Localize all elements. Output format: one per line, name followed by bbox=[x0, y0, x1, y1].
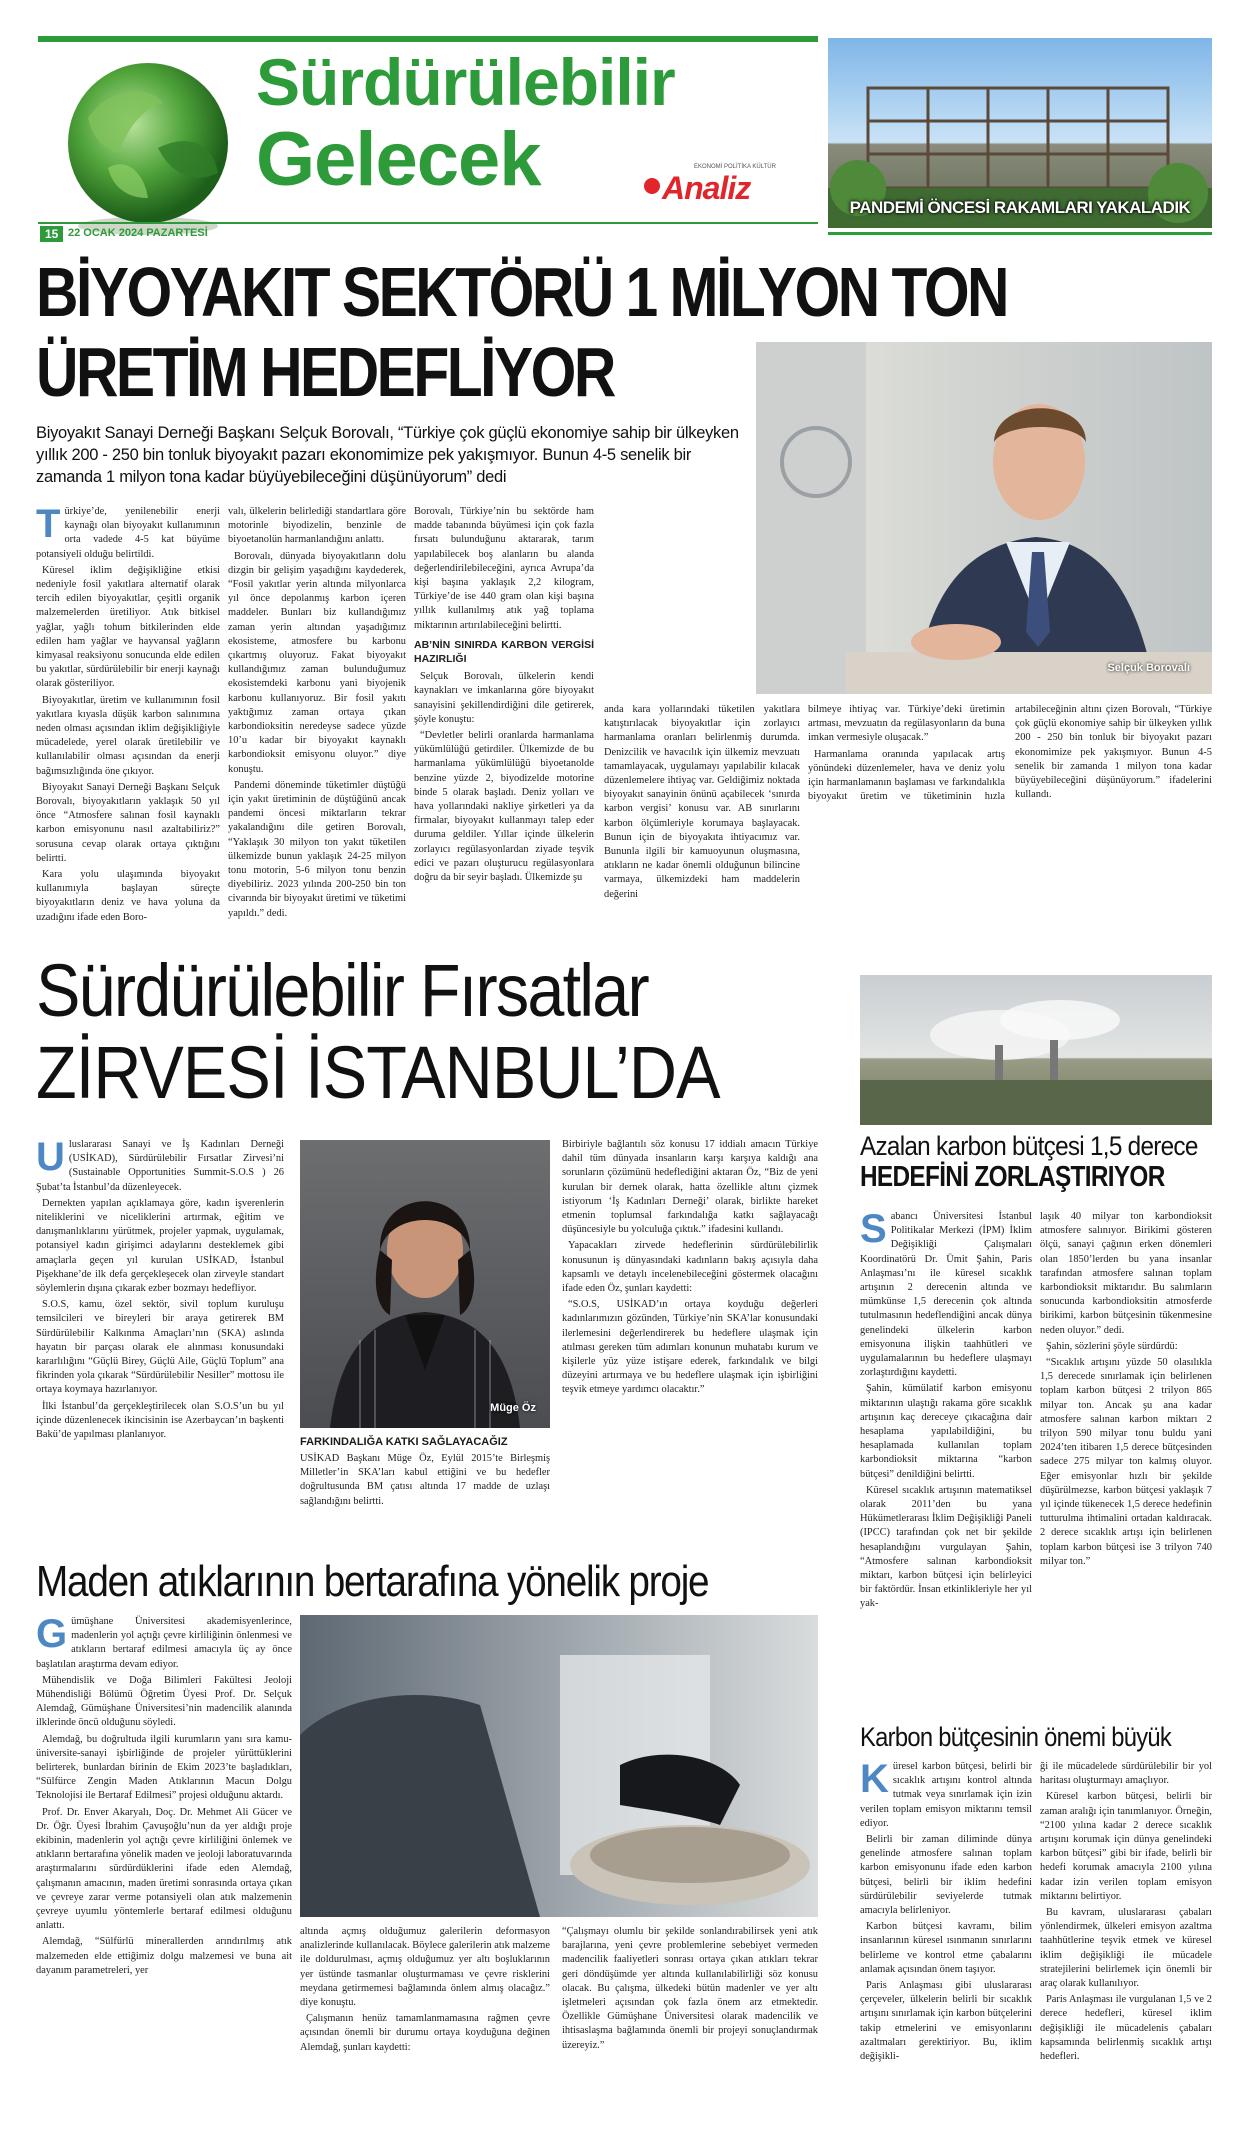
dateline-rule bbox=[38, 222, 818, 224]
story1-paragraph: Kara yolu ulaşımında biyoyakıt kullanımıyla başlayan süreçte biyoyakıtların deniz ve hava yoluna da uzadığını ifade eden Boro- bbox=[36, 869, 220, 923]
portrait-graphic bbox=[300, 1140, 550, 1428]
story3-paragraph: Küresel sıcaklık artışının matematiksel olarak 2011’den bu yana Hükümetlerarası İklim Değişikliği Paneli (IPCC) tarafından çok net bir şekilde hesaplandığını vurgulayan Şahin, “Atmosfere salınan karbondioksit miktarı, karbon bütçesi için belirleyici bir faktördür. İnsan etkinlikleriyle her yıl yak- bbox=[860, 1484, 1032, 1610]
portrait-graphic bbox=[756, 342, 1212, 694]
story4-column-1 bbox=[36, 1615, 292, 2105]
story4-paragraph: altında açmış olduğumuz galerilerin deformasyon analizlerinde kullanılacak. Böylece galerilerin atık malzeme ile doldurulması, açmış olduğumuz yer altı boşluklarının yer üstünde tasmanlar oluşturmaması ve çevre risklerini meydana getirmemesi bağlamında önlem almış olacağız.” diye konuştu. bbox=[300, 1926, 550, 2009]
story3-paragraph: Şahin, sözlerini şöyle sürdürdü: bbox=[1046, 1340, 1178, 1352]
brand-mark-icon bbox=[644, 178, 660, 194]
story5-column-2 bbox=[1040, 1760, 1212, 2105]
story2-paragraph: Birbiriyle bağlantılı söz konusu 17 iddialı amacın Türkiye dahil tüm dünyada insanların karşı karşıya kaldığı ana sorunların çözümünü hedeflediğini aktaran Öz, “Biz de yeni kurulan bir dernek olarak, hatta özellikle altını çizmek istiyorum ‘İş Kadınları Derneği’ olarak, birlikte hareket etmenin toplumsal farkındalığa katkı sağlayacağı düşüncesiyle bu yolculuğa çıktık.” ifadesini kullandı. bbox=[562, 1139, 818, 1236]
story2-headline-line1: Sürdürülebilir Fırsatlar bbox=[36, 949, 648, 1032]
story1-paragraph: Borovalı, Türkiye’nin bu sektörde ham madde tabanında büyümesi için çok fazla fırsatı bulunduğunu aktararak, tarım yapılabilecek boş alanların bu alanda değerlendirilebileceğini, ayrıca Avrupa’da kişi başına yaklaşık 2,2 kilogram, Türkiye’de ise 440 gram olan kişi başına yıllık kullanılmış atık yağ toplama miktarının artırılabileceğini belirtti. bbox=[414, 506, 594, 631]
story1-paragraph: Borovalı, dünyada biyoyakıtların dolu dizgin bir gelişim yaşadığını kaydederek, “Fosil yakıtlar yerin altında milyonlarca yıl önce depolanmış karbon içeren maddeler. Bunları biz kullandığımız zaman yerin altından yaşadığımız ekosisteme, atmosfere bu karbonu çıkartmış oluyoruz. Fakat biyoyakıt kullandığımız zaman bulunduğumuz ekosistemdeki karbonu yani biyojenik karbonu kullanıyoruz. Bir fosil yakıtı yaktığımız zaman ortaya çıkan karbondioksitin neredeyse sadece yüzde 10’u kadar bir biyoyakıt kaynaklı karbondioksit emisyonu oluyor.” diye konuştu. bbox=[228, 550, 406, 775]
story1-photo-caption: Selçuk Borovalı bbox=[1107, 662, 1190, 674]
story1-column-1 bbox=[36, 505, 220, 937]
story2-photo-caption: Müge Öz bbox=[490, 1402, 536, 1414]
story5-paragraph: Paris Anlaşması ile vurgulanan 1,5 ve 2 derece hedefleri, küresel iklim değişikliği ile mücadelenis çabaları kapsamında belirlenmiş sıcaklık artışı hedefleri. bbox=[1040, 1994, 1212, 2063]
story1-paragraph: ürkiye’de, yenilenebilir enerji kaynağı olan biyoyakıt kullanımının orta vadede 4-5 kat büyüme potansiyeli olduğu belirtildi. bbox=[36, 506, 220, 560]
story1-paragraph: Pandemi döneminde tüketimler düştüğü için yakıt üretiminin de düştüğünü ancak pandemi öncesi miktarların tekrar yakalandığını dile getiren Borovalı, “Yaklaşık 30 milyon ton yakıt tüketilen ülkemizde bunun yaklaşık 24-25 milyon tonu motorin, 5-6 milyon tonu benzin diyebiliriz. 2023 yılında 200-250 bin ton civarında bir biyoyakıt üretimi ve tüketimi yapıldı.” dedi. bbox=[228, 779, 406, 919]
story3-paragraph: laşık 40 milyar ton karbondioksit atmosfere salınıyor. Birikimi gösteren ölçü, sanayi çağının erken dönemleri olan 1850’lerden bu yana insanlar tarafından atmosfere salınan toplam karbondioksit miktarıdır. Bu salımların sonucunda karbondioksitin atmosferde birikimi, karbon bütçesinin tükenmesine neden oluyor.” dedi. bbox=[1040, 1211, 1212, 1336]
story4-paragraph: Mühendislik ve Doğa Bilimleri Fakültesi Jeoloji Mühendisliği Bölümü Öğretim Üyesi Prof. Dr. Selçuk Alemdağ, Gümüşhane Üniversitesi’nin madencilik alanında ilklerinde öncü olduğunu söyledi. bbox=[36, 1674, 292, 1729]
story2-column-2 bbox=[300, 1452, 550, 1542]
promo-banner: PANDEMİ ÖNCESİ RAKAMLARI YAKALADIK bbox=[849, 198, 1191, 217]
story5-paragraph: üresel karbon bütçesi, belirli bir sıcaklık artışını kontrol altında tutmak veya sınırlamak için izin verilen toplam emisyon miktarını temsil ediyor. bbox=[860, 1761, 1032, 1829]
brand-logo bbox=[636, 164, 821, 214]
story1-paragraph: “Devletler belirli oranlarda harmanlama yükümlülüğü getirdiler. Ülkemizde de bu harmanlama yükümlülüğü biyoetanolde benzine yüzde 2, biyodizelde motorine binde 5 olarak başladı. Deniz yolları ve hava yollarındaki nakliye şirketleri ya da firmalar, biyoyakıt kullanmayı talep eder duruma geldiler. Yıllar içinde ülkelerin zorlayıcı regülasyonlardan ziyade teşvik edici ve pazarı oluşturucu regülasyonlara doğru da bir seyir başladı. Ülkemizde şu bbox=[414, 730, 594, 884]
story3-photo bbox=[860, 975, 1212, 1125]
story3-headline: Azalan karbon bütçesi 1,5 derece bbox=[860, 1131, 1198, 1161]
story4-headline: Maden atıklarının bertarafına yönelik proje bbox=[36, 1557, 709, 1606]
story3-paragraph: “Sıcaklık artışını yüzde 50 olasılıkla 1,5 derecede sınırlamak için belirlenen toplam karbon bütçesi 2 trilyon 865 milyar ton. Ancak şu ana kadar atmosfere salınan karbon miktarı 2 trilyon 590 milyar tonu buldu yani 2024’ten itibaren 1,5 derece bütçesinden sadece 275 milyar ton kalmış oluyor. Eğer emisyonlar hızlı bir şekilde düşürülmezse, karbon bütçesi yaklaşık 7 yıl içinde tükenecek 1,5 derece hedefinin tutturulma ihtimalini ortadan kaldıracak. 2 derece sıcaklık artışı için belirlenen toplam karbon bütçesi ise 3 trilyon 740 milyar ton.” bbox=[1040, 1357, 1212, 1567]
story2-drop-cap: U bbox=[36, 1138, 65, 1179]
story4-photo bbox=[300, 1615, 818, 1917]
story1-photo bbox=[756, 342, 1212, 694]
story2-paragraph: S.O.S, kamu, özel sektör, sivil toplum kuruluşu temsilcileri ve bireyleri bir araya getirerek BM Sürdürülebilir Kalkınma Amaçları’nın (SKA) aslında hayatın bir parçası olarak ele alınması konusundaki kararlılığını “Güçlü Birey, Güçlü Aile, Güçlü Toplum” ana fikrinden yola çıkarak “Sürdürülebilir Nesiller” mottosu ile ortaya koymaya hazırlanıyor. bbox=[36, 1299, 284, 1396]
masthead bbox=[38, 36, 818, 246]
smokestack-graphic bbox=[860, 975, 1212, 1125]
story1-column-3 bbox=[414, 505, 594, 937]
story1-headline-line2: ÜRETİM HEDEFLİYOR bbox=[36, 333, 614, 411]
story1-paragraph: Selçuk Borovalı, ülkelerin kendi kaynakları ve imkanlarına göre biyoyakıt sanayisini şekillendirdiğini dile getirerek, şöyle konuştu: bbox=[414, 671, 594, 725]
story5-paragraph: Belirli bir zaman diliminde dünya genelinde atmosfere salınan toplam karbon emisyonunu ifade eden karbon bütçesi, belirli bir iklim hedefini sürdürülebilir seviyelerde tutmak amacıyla belirleniyor. bbox=[860, 1834, 1032, 1917]
story2-column-3 bbox=[562, 1138, 818, 1543]
story1-paragraph: valı, ülkelerin belirlediği standartlara göre motorinle biyodizelin, benzinle de biyoetanolün harmanlandığını anlattı. bbox=[228, 506, 406, 546]
story5-paragraph: ği ile mücadelede sürdürülebilir bir yol haritası oluşturmayı amaçlıyor. bbox=[1040, 1761, 1212, 1787]
story5-drop-cap: K bbox=[860, 1760, 889, 1801]
story2-subhead: FARKINDALIĞA KATKI SAĞLAYACAĞIZ bbox=[300, 1436, 508, 1448]
story2-paragraph: luslararası Sanayi ve İş Kadınları Derneği (USİKAD), Sürdürülebilir Fırsatlar Zirvesi’ni (Sustainable Opportunities Summit-S.O.S ) 26 Şubat’ta İstanbul’da düzenleyecek. bbox=[36, 1139, 284, 1193]
story2-paragraph: Dernekten yapılan açıklamaya göre, kadın işverenlerin niteliklerini ve niceliklerini artırmak, eğitim ve danışmanlıklarını yürütmek, projeler yapmak, uygulamak, potansiyel kadın girişimci adaylarını desteklemek gibi amaçlarla geçen yıl kurulan USİKAD, İstanbul Pişekhane’de ilk defa gerçekleşecek olan zirveyle standart söylemlerin dışına çıkarak ezber bozmayı hedefliyor. bbox=[36, 1197, 284, 1295]
section-title-line2: Gelecek bbox=[256, 117, 541, 202]
story2-column-1 bbox=[36, 1138, 284, 1543]
story1-column-5 bbox=[808, 703, 1212, 937]
story5-paragraph: Küresel karbon bütçesi, belirli bir zaman aralığı için tanımlanıyor. Örneğin, “2100 yılına kadar 2 derece sıcaklık artışını korumak için dünya genelindeki karbon bütçesi” gibi bir ifade, belirli bir hedefi korumak amacıyla 2100 yılına kadar izin verilen toplam emisyon miktarını belirtiyor. bbox=[1040, 1791, 1212, 1902]
story2-paragraph: Yapacakları zirvede hedeflerinin sürdürülebilirlik konusunun iş dünyasındaki kadınların bakış açısıyla daha kapsamlı ve detaylı incelenebileceğini göstermek olacağını ifade eden Öz, şunları kaydetti: bbox=[562, 1240, 818, 1295]
story1-headline-line1: BİYOYAKIT SEKTÖRÜ 1 MİLYON TON bbox=[36, 253, 1008, 331]
story1-drop-cap: T bbox=[36, 505, 61, 546]
lab-sample-graphic bbox=[300, 1615, 818, 1917]
story3-drop-cap: S bbox=[860, 1210, 887, 1251]
story2-paragraph: USİKAD Başkanı Müge Öz, Eylül 2015’te Birleşmiş Milletler’in SKA’ları kabul ettiğini ve bu hedefler doğrultusunda BM çatısı altında 17 madde de uzlaşı sağlandığını belirtti. bbox=[300, 1453, 550, 1507]
story3-headline-line2: HEDEFİNİ ZORLAŞTIRIYOR bbox=[860, 1161, 1165, 1193]
story3-paragraph: Şahin, kümülatif karbon emisyonu miktarının ulaştığı rakama göre sıcaklık artışının kaç dereceye çıkacağına dair hesaplama yapılabildiğini, bu hesaplamada kullanılan toplam karbondioksit miktarına “karbon bütçesi” denildiğini belirtti. bbox=[860, 1383, 1032, 1480]
story3-column-2 bbox=[1040, 1210, 1212, 1715]
story4-drop-cap: G bbox=[36, 1615, 68, 1656]
story2-paragraph: İlki İstanbul’da gerçekleştirilecek olan S.O.S’un bu yıl içinde düzenlenecek ikincisinin ise Azerbaycan’ın başkenti Bakü’de yapılması planlanıyor. bbox=[36, 1400, 284, 1441]
story1-paragraph: anda kara yollarındaki tüketilen yakıtlara katıştırılacak biyoyakıtlar için zorlayıcı harmanlama oranları belirlenmiş durumda. Denizcilik ve havacılık için ülkemiz mevzuatı tamamlayacak, uygulamayı yapılabilir kılacak düzenlemelere ihtiyaç var. Geldiğimiz noktada biyoyakıt sanayinin önünü açabilecek ‘sınırda karbon vergisi’ konusu var. AB sınırlarını karbon ölçümleriyle korumaya başlayacak. Bunun için de biyoyakıta ihtiyacımız var. Bununla ilgili bir kamuoyunun oluşmasına, atıkların ne kadar önemli olduğunun bilincine varmaya, ülkemizdeki ham maddelerin değerini bbox=[604, 704, 800, 900]
story3-paragraph: abancı Üniversitesi İstanbul Politikalar Merkezi (İPM) İklim Değişikliği Çalışmaları Koordinatörü Dr. Ümit Şahin, Paris Anlaşması’nı ile küresel sıcaklık artışının 2 derecenin altında ve mümkünse 1,5 derecenin çok altında tutulmasının hedeflendiğini ancak dünya genelindeki ülkelerin karbon emisyonuna ilişkin taahhütleri ve uygulamalarının bu hedeflere ulaşmayı zorlaştırdığını kaydetti. bbox=[860, 1211, 1032, 1379]
story5-column-1 bbox=[860, 1760, 1032, 2105]
story2-headline-line2: ZİRVESİ İSTANBUL’DA bbox=[36, 1031, 720, 1114]
section-title-line1: Sürdürülebilir bbox=[256, 45, 675, 119]
story4-paragraph: Alemdağ, bu doğrultuda ilgili kurumların yanı sıra kamu-üniversite-sanayi işbirliğinde de projeler yürüttüklerini belirterek, bunlardan birinin de Ekim 2023’te başladıkları, “Sülfürce Zengin Maden Atıklarının Macun Dolgu Teknolojisi ile Bertaraf Edilmesi” projesi olduğunu aktardı. bbox=[36, 1733, 292, 1802]
story1-lead: Biyoyakıt Sanayi Derneği Başkanı Selçuk Borovalı, “Türkiye çok güçlü ekonomiye sahip bir ülkeyken yıllık 200 - 250 bin tonluk biyoyakıt pazarı ekonomimize pek yakışmıyor. Bunun 4-5 senelik bir zamanda 1 milyon tona kadar büyüyebileceğini düşünüyorum” dedi bbox=[36, 424, 739, 486]
brand-tagline: EKONOMİ POLİTİKA KÜLTÜR bbox=[694, 164, 776, 170]
story1-column-2 bbox=[228, 505, 406, 937]
page-number: 15 bbox=[40, 226, 63, 242]
story4-paragraph: Alemdağ, “Sülfürlü minerallerden arındırılmış atık malzemeden elde ettiğimiz dolgu malzemesi ve buna ait dayanım parametreleri, yer bbox=[36, 1936, 292, 1976]
story4-paragraph: Prof. Dr. Enver Akaryalı, Doç. Dr. Mehmet Ali Gücer ve Dr. Öğr. Üyesi İbrahim Çavuşoğlu’nun da yer aldığı proje ekibinin, madenlerin yol açtığı çevre kirliliğini önlemek ve atıkların bertarafına yönelik maden ve jeoloji laboratuvarında araştırmalarını sürdürdüklerini ifade eden Alemdağ, çalışmanın amacının, maden üretimi sonrasında ortaya çıkan ve çevreye zarar verme potansiyeli olan atık malzemenin çevreye uyumlu yöntemlerle bertaraf edilmesi olduğunu anlattı. bbox=[36, 1806, 292, 1932]
story4-column-3 bbox=[562, 1925, 818, 2105]
story4-column-2 bbox=[300, 1925, 550, 2105]
story1-paragraph: Biyoyakıtlar, üretim ve kullanımının fosil yakıtlara kıyasla düşük karbon salınımına neden olması açısından iklim değişikliğiyle mücadelede, yerel olarak üretilebilir ve kullanılabilir olması açısından da enerji bağımsızlığında öne çıkıyor. bbox=[36, 694, 220, 777]
story1-paragraph: bilmeye ihtiyaç var. Türkiye’deki üretimin artması, mevzuatın da regülasyonların da buna imkan vermesiyle oluşacak.” bbox=[808, 704, 1005, 744]
story5-paragraph: Paris Anlaşması gibi uluslararası çerçeveler, ülkelerin belirli bir sıcaklık artışını sınırlamak için karbon bütçelerini takip etmelerini ve emisyonlarını azaltmaları gerektiriyor. Bu, iklim değişikli- bbox=[860, 1980, 1032, 2063]
story5-paragraph: Bu kavram, uluslararası çabaları yönlendirmek, ülkeleri emisyon azaltma taahhütlerine teşvik etmek ve küresel iklim değişikliği ile mücadele stratejilerini belirlemek için önemli bir araç olarak kullanılıyor. bbox=[1040, 1907, 1212, 1990]
story1-paragraph: Küresel iklim değişikliğine etkisi nedeniyle fosil yakıtlara alternatif olarak tercih edilen biyoyakıtlar, çeşitli organik malzemelerden üretiliyor. Atık bitkisel yağlar, yağlı tohum bitkilerinden elde edilen ham yağlar ve hayvansal yağların kimyasal reaksiyonu sonucunda elde edilen bu yakıtlar, sürdürülebilir bir enerji kaynağı olarak gösteriliyor. bbox=[36, 564, 220, 690]
story1-column-4 bbox=[604, 703, 800, 937]
story4-paragraph: Çalışmanın henüz tamamlanmamasına rağmen çevre açısından önemli bir durumu ortaya koyduğuna değinen Alemdağ, şunları kaydetti: bbox=[300, 2013, 550, 2053]
story4-paragraph: ümüşhane Üniversitesi akademisyenlerince, madenlerin yol açtığı çevre kirliliğinin önlenmesi ve atıkların bertaraf edilmesi amacıyla üç ay önce başlatılan araştırma devam ediyor. bbox=[36, 1616, 292, 1670]
promo-rule bbox=[828, 232, 1212, 235]
story1-paragraph: Biyoyakıt Sanayi Derneği Başkanı Selçuk Borovalı, biyoyakıtların yaklaşık 50 yıl önce “Atmosfere salınan fosil kaynaklı karbon emisyonunu nasıl azaltabiliriz?” sorusuna cevap olarak ortaya çıktığını belirtti. bbox=[36, 781, 220, 864]
issue-date: 22 OCAK 2024 PAZARTESİ bbox=[68, 227, 208, 239]
story5-headline: Karbon bütçesinin önemi büyük bbox=[860, 1722, 1172, 1752]
story1-paragraph: Harmanlama oranında yapılacak artış yönündeki düzenlemeler, hava ve deniz yolu için harmanlamanın başlaması ve farkındalıkla biyoyakıt üretim ve tüketiminin hızla artabileceğinin altını çizen Borovalı, “Türkiye çok güçlü ekonomiye sahip bir ülkeyken yıllık 200 - 250 bin tonluk bir biyoyakıt pazarı ekonomimize pek yakışmıyor. Bunun 4-5 senelik bir zamanda 1 milyon tona kadar büyüyebileceğini düşünüyorum.” ifadelerini kullandı. bbox=[808, 704, 1212, 803]
story5-paragraph: Karbon bütçesi kavramı, bilim insanlarının küresel ısınmanın sınırlarını belirleme ve kontrol etme çabalarını anlamak açısından önem taşıyor. bbox=[860, 1921, 1032, 1975]
story2-photo bbox=[300, 1140, 550, 1428]
story3-column-1 bbox=[860, 1210, 1032, 1715]
story1-subhead: AB’NİN SINIRDA KARBON VERGİSİ HAZIRLIĞI bbox=[414, 638, 594, 666]
globe-leaf-illustration bbox=[48, 48, 248, 238]
story4-paragraph: “Çalışmayı olumlu bir şekilde sonlandırabilirsek yeni atık barajlarına, yeni çevre problemlerine sebebiyet vermeden madencilik faaliyetleri sonrası ortaya çıkan atıkları tekrar geri döndüşümde yer altında kullanılabilirliği söz konusu olacak. Bu çalışma, ülkedeki bütün madenler ve yer altı işletmeleri açısından çok fazla önem arz etmektedir. Özellikle Gümüşhane Üniversitesi olarak madencilik ve ihtisaslaşma bağlamında önemli bir projeyi sonuçlandırmak üzereyiz.” bbox=[562, 1926, 818, 2051]
brand-name: Analiz bbox=[662, 170, 751, 206]
story2-paragraph: “S.O.S, USİKAD’ın ortaya koyduğu değerleri kadınlarımızın gözünden, Türkiye’nin SKA’lar konusundaki ilerlemesini değerlendirerek bu hedeflere ulaşmak için atılması gereken tüm adımları konunun muhatabı kurum ve kişilerle yüz yüze istişare ederek, farkındalık ve bilgi düzeyini artırmaya ve bu hedeflere ulaşmak için işbirliğini teşvik etmeye yardımcı olacaktır.” bbox=[562, 1299, 818, 1396]
